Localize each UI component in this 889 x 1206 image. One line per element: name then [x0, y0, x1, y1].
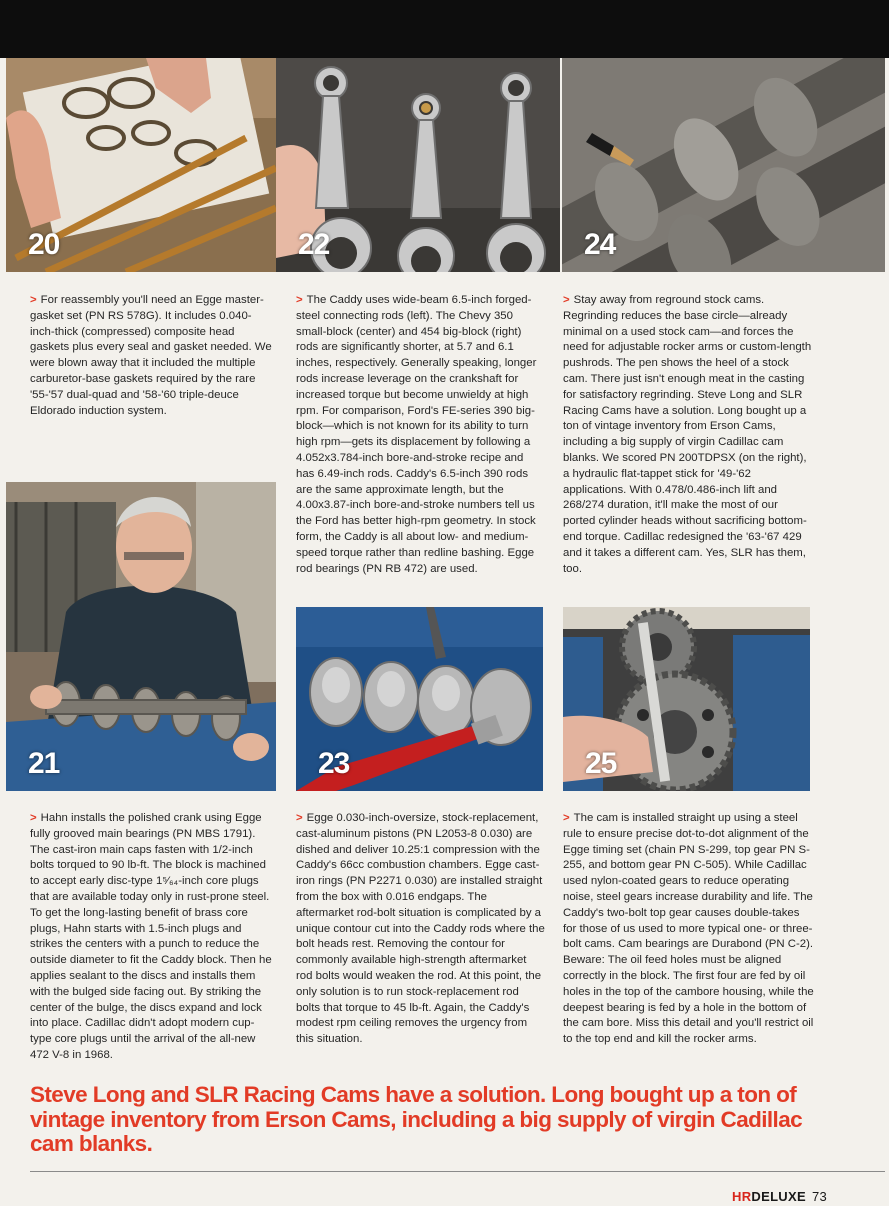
caption-20-text: For reassembly you'll need an Egge master-gasket set (PN RS 578G). It includes 0.040-inch-thick (compressed) composite head gaskets plus every seal and gasket needed. We were blown away that it included the multiple carburetor-base gaskets required by the rare '55-'57 dual-quad and '58-'60 triple-deuce Eldorado induction system.	[30, 294, 272, 417]
caption-24-text: Stay away from reground stock cams. Regrinding reduces the base circle—already minimal on a used stock cam—and forces the need for adjustable rocker arms or custom-length pushrods. The pen shows the heel of a stock cam. There just isn't enough meat in the casting for satisfactory regrinding. Steve Long and SLR Racing Cams have a solution. Long bought up a ton of vintage inventory from Erson Cams, including a big supply of virgin Cadillac cam blanks. We scored PN 200TDPSX (on the right), a hydraulic flat-tappet stick for '49-'62 applications. With 0.478/0.486-inch lift and 268/274 duration, it'll make the most of our ported cylinder heads without sacrificing bottom-end torque. Cadillac redesigned the '63-'67 429 and it takes a different cam. Yes, SLR has them, too.	[563, 294, 812, 575]
footer-divider	[30, 1171, 885, 1172]
caption-23-text: Egge 0.030-inch-oversize, stock-replacement, cast-aluminum pistons (PN L2053-8 0.030) are dished and deliver 10.25:1 compression with the Caddy's 66cc combustion chambers. Egge cast-iron rings (PN P2271 0.030) are installed straight from the box with 0.016 endgaps. The aftermarket rod-bolt situation is complicated by a unique contour cut into the Caddy rods where the bolt heads rest. Removing the contour for commonly available high-strength aftermarket rod bolts would weaken the rod. At this point, the only solution is to run stock-replacement rod bolts that torque to 45 lb-ft. Again, the Caddy's modest rpm ceiling removes the urgency from this situation.	[296, 812, 545, 1046]
caption-22	[296, 293, 544, 577]
photo-pistons-block	[296, 607, 543, 791]
caption-22-text: The Caddy uses wide-beam 6.5-inch forged-steel connecting rods (left). The Chevy 350 small-block (center) and 454 big-block (right) rods are significantly shorter, at 5.7 and 6.1 inches, respectively. Generally speaking, longer rods increase leverage on the crankshaft for increased torque but become unwieldy at high rpm. For comparison, Ford's FE-series 390 big-block—which is not known for its ability to turn high rpm—gets its displacement by following a 4.052x3.784-inch bore-and-stroke recipe and has 6.49-inch rods. Caddy's 6.5-inch 390 rods are the same approximate length, but the 4.00x3.87-inch bore-and-stroke numbers tell us the Ford has better high-rpm geometry. In stock form, the Caddy is all about low- and medium-speed torque rather than redline bashing. Egge rod bearings (PN RB 472) are used.	[296, 294, 537, 575]
caption-arrow-icon: >	[296, 294, 303, 306]
photo-camshaft	[562, 58, 885, 272]
caption-24	[563, 293, 813, 577]
caption-arrow-icon: >	[563, 294, 570, 306]
photo-number-20: 20	[28, 228, 60, 261]
brand-logo-hr: HR	[732, 1189, 752, 1204]
photo-number-25: 25	[585, 747, 617, 780]
photo-number-21: 21	[28, 747, 60, 780]
photo-crankshaft-install	[6, 482, 276, 791]
crankshaft-man-photo-icon	[6, 482, 276, 791]
photo-number-24: 24	[584, 228, 616, 261]
caption-arrow-icon: >	[30, 294, 37, 306]
brand-logo-deluxe: DELUXE	[751, 1189, 806, 1204]
caption-25-text: The cam is installed straight up using a steel rule to ensure precise dot-to-dot alignment of the Egge timing set (chain PN S-299, top gear PN S-255, and bottom gear PN C-505). While Cadillac used nylon-coated gears to reduce operating noise, steel gears increase durability and life. The Caddy's two-bolt top gear causes double-takes for those of us used to more typical one- or three-bolt cams. Cam bearings are Durabond (PN C-2). Beware: The oil feed holes must be aligned correctly in the block. The first four are fed by oil holes in the top of the cambore housing, while the deepest bearing is fed by a hole in the bottom of the cam bore. Miss this detail and you'll restrict oil to the top end and kill the rocker arms.	[563, 812, 814, 1046]
top-black-bar	[0, 0, 889, 58]
photo-timing-gear	[563, 607, 810, 791]
page-number: 73	[811, 1189, 827, 1204]
caption-arrow-icon: >	[30, 812, 37, 824]
caption-arrow-icon: >	[296, 812, 303, 824]
photo-number-23: 23	[318, 747, 350, 780]
photo-connecting-rods	[276, 58, 560, 272]
pull-quote: Steve Long and SLR Racing Cams have a solution. Long bought up a ton of vintage inventory from Erson Cams, including a big supply of virgin Cadillac cam blanks.	[30, 1082, 803, 1156]
caption-20	[30, 293, 272, 419]
caption-21	[30, 811, 274, 1064]
photo-gasket-set	[6, 58, 276, 272]
page-footer	[732, 1189, 827, 1204]
caption-arrow-icon: >	[563, 812, 570, 824]
caption-25	[563, 811, 815, 1048]
photo-number-22: 22	[298, 228, 330, 261]
caption-21-text: Hahn installs the polished crank using Egge fully grooved main bearings (PN MBS 1791). The cast-iron main caps fasten with 1/2-inch bolts torqued to 90 lb-ft. The block is machined to accept early disc-type 1⁵⁄₆₄-inch core plugs that are available today only in rust-prone steel. To get the long-lasting benefit of brass core plugs, Hahn starts with 1.5-inch plugs and strikes the centers with a punch to reduce the outside diameter to fit the Caddy block. Then he applies sealant to the discs and installs them with the bulged side facing out. By striking the center of the bulge, the discs expand and lock into place. Cadillac didn't adopt modern cup-type core plugs until the arrival of the all-new 472 V-8 in 1968.	[30, 812, 272, 1061]
caption-23	[296, 811, 546, 1048]
